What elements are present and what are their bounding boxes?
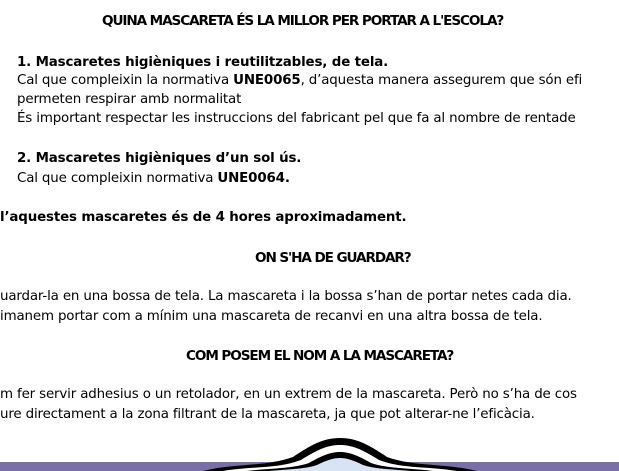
storage-line2: imanem portar com a mínim una mascareta de recanvi en una altra bossa de tela.	[0, 309, 543, 324]
item1-line1	[17, 72, 582, 90]
item2-line1-norm: UNE0064.	[217, 171, 290, 186]
item1-line1-suffix: , d’aquesta manera assegurem que són efi	[300, 73, 583, 88]
item2-line1	[17, 170, 290, 188]
naming-line1: m fer servir adhesius o un retolador, en un extrem de la mascareta. Però no s’ha de cos	[0, 387, 577, 402]
item2-line1-prefix: Cal que compleixin normativa	[17, 171, 218, 186]
naming-line2: ure directament a la zona filtrant de la mascareta, ja que pot alterar-ne l’eficàcia.	[0, 407, 535, 422]
mask-outline-icon	[195, 433, 485, 471]
main-heading-text: QUINA MASCARETA ÉS LA MILLOR PER PORTAR A L'ESCOLA	[102, 13, 497, 29]
item1-line2: permeten respirar amb normalitat	[17, 92, 242, 107]
item1-title: 1. Mascaretes higièniques i reutilitzables, de tela.	[17, 55, 389, 70]
naming-heading: COM POSEM EL NOM A LA MASCARETA?	[186, 348, 454, 364]
main-heading-question-mark: ?	[496, 13, 505, 29]
duration-note: l’aquestes mascaretes és de 4 hores aproximadament.	[0, 210, 407, 225]
item1-line3: És important respectar les instruccions del fabricant pel que fa al nombre de rentade	[17, 111, 576, 126]
item1-line1-prefix: Cal que compleixin la normativa	[17, 73, 234, 88]
item1-line1-norm: UNE0065	[233, 73, 301, 88]
storage-line1: uardar-la en una bossa de tela. La mascareta i la bossa s’han de portar netes cada dia.	[0, 289, 572, 304]
storage-heading: ON S'HA DE GUARDAR?	[255, 250, 411, 266]
item2-title: 2. Mascaretes higièniques d’un sol ús.	[17, 151, 302, 166]
main-heading	[102, 12, 504, 30]
